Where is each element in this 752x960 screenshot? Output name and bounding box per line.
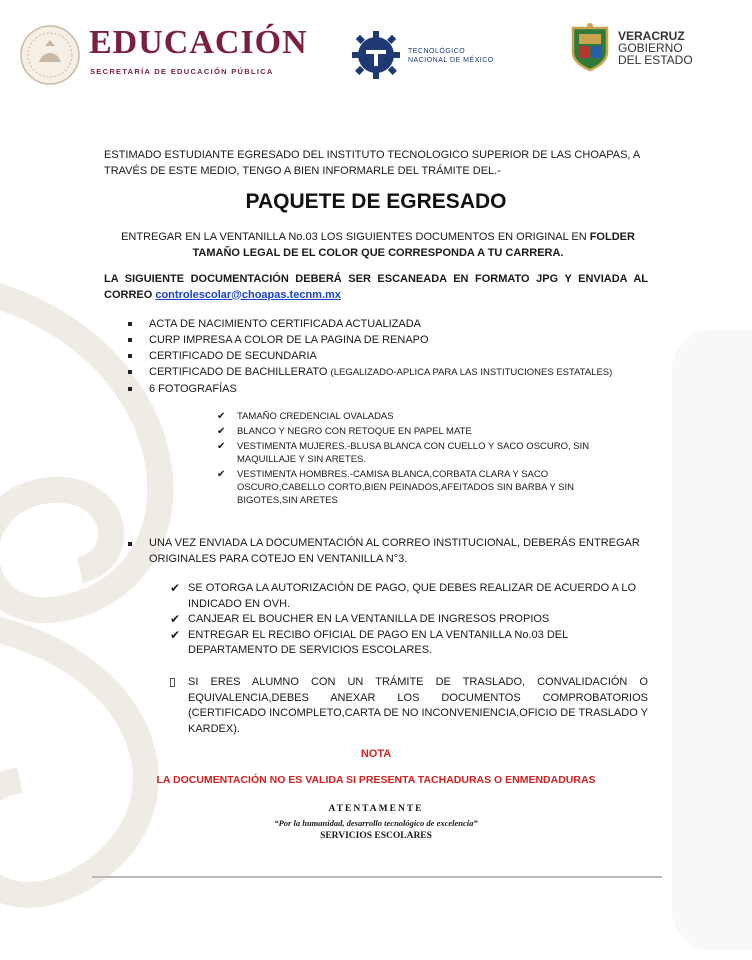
page-title: PAQUETE DE EGRESADO xyxy=(245,190,507,213)
payment-step-label: CANJEAR EL BOUCHER EN LA VENTANILLA DE INGRESOS PROPIOS xyxy=(188,613,550,625)
check-mark-icon: ✔ xyxy=(217,441,226,452)
scan-text: LA SIGUIENTE DOCUMENTACIÓN DEBERÁ SER ESCANEADA EN FORMATO JPG Y ENVIADA AL CORREO xyxy=(104,273,648,301)
tecnm-gear-icon xyxy=(352,30,400,80)
closing-office: SERVICIOS ESCOLARES xyxy=(320,831,432,841)
transfer-text: SI ERES ALUMNO CON UN TRÁMITE DE TRASLADO, CONVALIDACIÓN O EQUIVALENCIA,DEBES ANEXAR LOS DOCUMENTOS COMPROBATORIOS (CERTIFICADO INCOMPLETO,CARTA DE NO INCONVENIENCIA,OFICIO DE TRASLADO Y KARDEX). xyxy=(188,676,648,735)
email-link[interactable]: controlescolar@choapas.tecnm.mx xyxy=(155,288,341,301)
check-mark-icon: ✔ xyxy=(170,581,181,595)
tecnm-line-1: TECNOLÓGICO xyxy=(408,48,466,55)
mexico-seal-icon xyxy=(19,24,81,86)
document-label: CURP IMPRESA A COLOR DE LA PAGINA DE RENAPO xyxy=(149,334,429,346)
footer-divider xyxy=(92,876,662,878)
step2-paragraph: UNA VEZ ENVIADA LA DOCUMENTACIÓN AL CORREO INSTITUCIONAL, DEBERÁS ENTREGAR ORIGINALES PARA COTEJO EN VENTANILLA N°3. xyxy=(127,536,647,567)
veracruz-line-3: DEL ESTADO xyxy=(618,53,693,67)
veracruz-shield-icon xyxy=(571,22,609,72)
education-subtitle: SECRETARÍA DE EDUCACIÓN PÚBLICA xyxy=(90,67,274,76)
intro-paragraph: ESTIMADO ESTUDIANTE EGRESADO DEL INSTITUTO TECNOLOGICO SUPERIOR DE LAS CHOAPAS, A TRAVÉS DE ESTE MEDIO, TENGO A BIEN INFORMARLE DEL TRÁMITE DEL.- xyxy=(104,149,640,177)
transfer-paragraph xyxy=(170,675,648,737)
document-note: (LEGALIZADO-APLICA PARA LAS INSTITUCIONES ESTATALES) xyxy=(330,367,613,378)
photo-requirements-list xyxy=(217,410,617,509)
check-mark-icon: ✔ xyxy=(170,612,181,626)
check-mark-icon: ✔ xyxy=(170,627,181,642)
list-item xyxy=(127,332,612,348)
deliver-prefix: ENTREGAR EN LA VENTANILLA No.03 LOS SIGUIENTES DOCUMENTOS EN ORIGINAL EN xyxy=(121,231,590,243)
document-label: ACTA DE NACIMIENTO CERTIFICADA ACTUALIZADA xyxy=(149,318,421,330)
veracruz-name xyxy=(618,30,693,66)
list-item xyxy=(217,440,617,466)
check-mark-icon: ✔ xyxy=(217,411,226,422)
list-item xyxy=(170,581,648,612)
list-item xyxy=(127,348,612,364)
veracruz-line-2: GOBIERNO xyxy=(618,41,683,55)
education-title: EDUCACIÓN xyxy=(89,24,308,61)
note-warning: LA DOCUMENTACIÓN NO ES VALIDA SI PRESENTA TACHADURAS O ENMENDADURAS xyxy=(156,774,596,786)
empty-box-icon xyxy=(170,678,175,687)
payment-step-label: SE OTORGA LA AUTORIZACIÓN DE PAGO, QUE DEBES REALIZAR DE ACUERDO A LO INDICADO EN OVH. xyxy=(188,582,637,610)
list-item xyxy=(170,612,648,628)
check-mark-icon: ✔ xyxy=(217,426,226,437)
list-item xyxy=(217,425,617,438)
list-item xyxy=(127,381,612,397)
list-item xyxy=(170,628,648,659)
document-label: CERTIFICADO DE BACHILLERATO xyxy=(149,366,331,378)
tecnm-name xyxy=(408,47,494,65)
documents-list xyxy=(127,316,612,397)
check-mark-icon: ✔ xyxy=(217,469,226,480)
tecnm-line-2: NACIONAL DE MÉXICO xyxy=(408,57,494,64)
list-item xyxy=(217,410,617,423)
list-item xyxy=(127,364,612,381)
letterhead xyxy=(0,0,752,100)
list-item xyxy=(217,468,617,507)
requirement-label: TAMAÑO CREDENCIAL OVALADAS xyxy=(237,411,394,422)
requirement-label: VESTIMENTA MUJERES.-BLUSA BLANCA CON CUELLO Y SACO OSCURO, SIN MAQUILLAJE Y SIN ARETES. xyxy=(237,441,590,465)
veracruz-line-1: VERACRUZ xyxy=(618,29,685,43)
scan-instructions xyxy=(104,272,648,303)
document-label: CERTIFICADO DE SECUNDARIA xyxy=(149,350,317,362)
document-label: 6 FOTOGRAFÍAS xyxy=(149,383,237,395)
payment-step-label: ENTREGAR EL RECIBO OFICIAL DE PAGO EN LA VENTANILLA No.03 DEL DEPARTAMENTO DE SERVICIOS ESCOLARES. xyxy=(188,628,568,656)
closing-atentamente: ATENTAMENTE xyxy=(328,804,424,814)
closing-motto: “Por la humanidad, desarrollo tecnológico de excelencia” xyxy=(274,818,478,828)
payment-steps-list xyxy=(170,581,648,659)
deliver-bold: FOLDER TAMAÑO LEGAL DE EL COLOR QUE CORRESPONDA A TU CARRERA. xyxy=(192,231,635,259)
deliver-instructions xyxy=(104,230,652,261)
requirement-label: BLANCO Y NEGRO CON RETOQUE EN PAPEL MATE xyxy=(237,426,472,437)
watermark-right-band xyxy=(672,330,752,950)
note-title: NOTA xyxy=(360,748,392,760)
list-item xyxy=(127,316,612,332)
requirement-label: VESTIMENTA HOMBRES.-CAMISA BLANCA,CORBATA CLARA Y SACO OSCURO,CABELLO CORTO,BIEN PEINADOS,AFEITADOS SIN BARBA Y SIN BIGOTES,SIN ARETES xyxy=(237,469,574,506)
